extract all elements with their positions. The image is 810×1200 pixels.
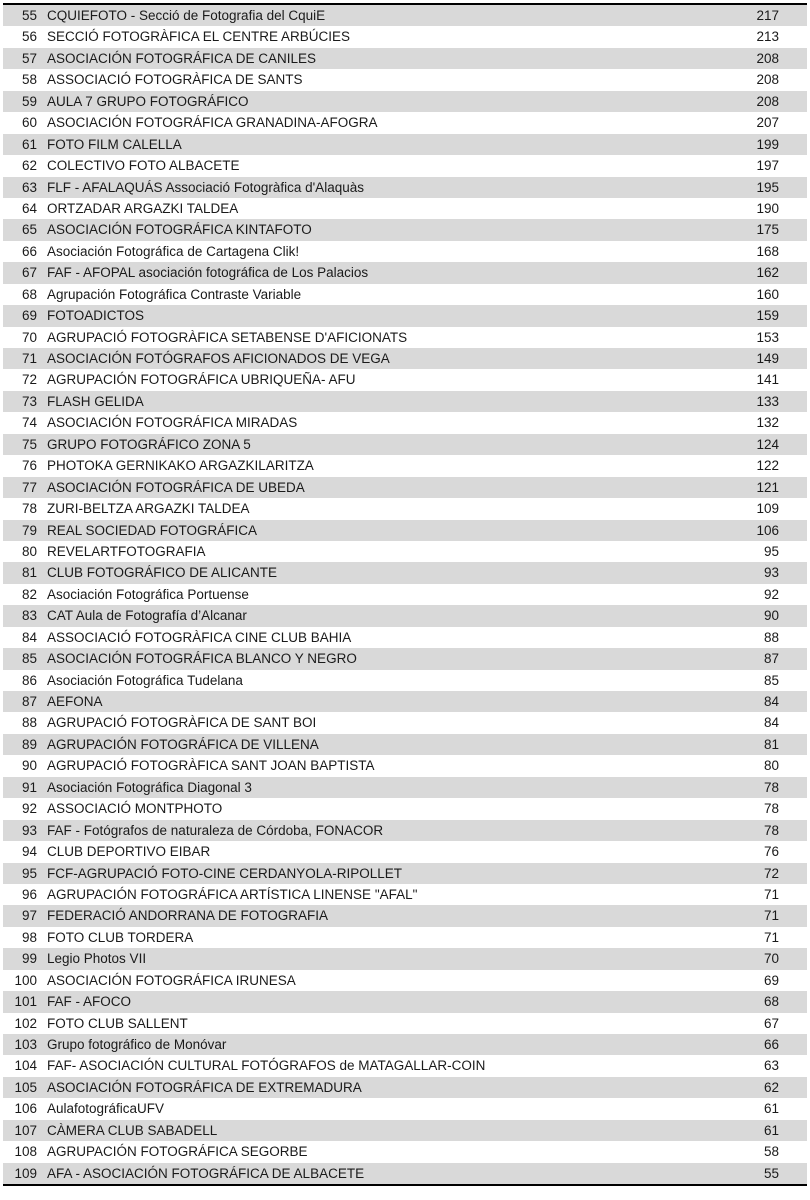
row-score: 61 — [763, 1101, 779, 1117]
row-rank: 55 — [21, 8, 37, 23]
row-score: 197 — [756, 158, 779, 174]
row-rank: 94 — [21, 844, 37, 860]
row-rank: 61 — [21, 136, 37, 152]
table-row — [3, 455, 807, 476]
row-rank: 70 — [21, 329, 37, 345]
row-score: 93 — [763, 565, 779, 581]
table-row — [3, 777, 807, 798]
table-row — [3, 991, 807, 1012]
table-row — [3, 262, 807, 283]
row-score: 106 — [756, 522, 779, 538]
row-rank: 86 — [21, 672, 37, 688]
row-rank: 88 — [21, 715, 37, 731]
row-club-name: ZURI-BELTZA ARGAZKI TALDEA — [47, 501, 250, 517]
table-row — [3, 627, 807, 648]
row-rank: 90 — [21, 758, 37, 774]
row-rank: 56 — [21, 29, 37, 45]
row-club-name: AEFONA — [47, 694, 103, 709]
row-score: 121 — [756, 479, 779, 495]
row-club-name: Agrupación Fotográfica Contraste Variable — [47, 286, 302, 302]
row-rank: 89 — [21, 736, 37, 752]
row-rank: 75 — [21, 436, 37, 452]
row-rank: 79 — [21, 522, 37, 538]
row-club-name: FAF- ASOCIACIÓN CULTURAL FOTÓGRAFOS de MATAGALLAR-COIN — [47, 1058, 486, 1074]
row-rank: 74 — [21, 415, 37, 431]
table-row — [3, 970, 807, 991]
table-row — [3, 670, 807, 691]
row-rank: 71 — [21, 351, 37, 366]
row-club-name: AFA - ASOCIACIÓN FOTOGRÁFICA DE ALBACETE — [47, 1165, 365, 1181]
row-club-name: ASOCIACIÓN FOTOGRÁFICA DE EXTREMADURA — [47, 1079, 362, 1095]
row-rank: 84 — [21, 629, 37, 645]
row-club-name: PHOTOKA GERNIKAKO ARGAZKILARITZA — [47, 458, 314, 474]
row-rank: 76 — [21, 458, 37, 474]
row-score: 62 — [763, 1079, 779, 1095]
row-score: 124 — [756, 436, 779, 452]
row-club-name: AGRUPACIÓ FOTOGRÀFICA SETABENSE D'AFICIONATS — [47, 329, 408, 345]
table-row — [3, 541, 807, 562]
row-score: 122 — [756, 458, 779, 474]
table-row — [3, 1077, 807, 1098]
row-rank: 109 — [14, 1165, 37, 1181]
row-club-name: AGRUPACIÓN FOTOGRÁFICA DE VILLENA — [47, 736, 319, 752]
table-row — [3, 927, 807, 948]
table-row — [3, 219, 807, 240]
table-row — [3, 605, 807, 626]
row-club-name: CLUB DEPORTIVO EIBAR — [47, 844, 211, 860]
row-club-name: REAL SOCIEDAD FOTOGRÁFICA — [47, 522, 258, 538]
row-rank: 63 — [21, 179, 37, 195]
row-club-name: FOTO FILM CALELLA — [47, 136, 182, 152]
row-score: 153 — [756, 329, 779, 345]
row-score: 90 — [763, 608, 779, 624]
row-club-name: REVELARTFOTOGRAFIA — [47, 543, 206, 559]
row-rank: 93 — [21, 822, 37, 838]
row-club-name: AGRUPACIÓ FOTOGRÀFICA DE SANT BOI — [47, 715, 317, 731]
row-rank: 78 — [21, 501, 37, 517]
row-rank: 69 — [21, 308, 37, 324]
row-rank: 91 — [21, 779, 37, 795]
table-row — [3, 305, 807, 326]
row-club-name: AGRUPACIÓN FOTOGRÁFICA SEGORBE — [47, 1144, 308, 1160]
row-score: 70 — [763, 951, 779, 967]
row-score: 67 — [763, 1015, 779, 1031]
table-row — [3, 1013, 807, 1034]
table-row — [3, 691, 807, 712]
row-club-name: GRUPO FOTOGRÁFICO ZONA 5 — [47, 436, 251, 452]
table-row — [3, 820, 807, 841]
row-club-name: AGRUPACIÓN FOTOGRÁFICA UBRIQUEÑA- AFU — [47, 372, 356, 388]
row-score: 63 — [763, 1058, 779, 1074]
row-rank: 105 — [14, 1079, 37, 1095]
row-rank: 62 — [21, 158, 37, 174]
row-club-name: ASOCIACIÓN FOTOGRÁFICA BLANCO Y NEGRO — [47, 651, 357, 667]
row-rank: 66 — [21, 243, 37, 259]
row-rank: 97 — [21, 908, 37, 924]
table-row — [3, 648, 807, 669]
table-row — [3, 1055, 807, 1076]
row-score: 208 — [756, 72, 779, 88]
row-score: 207 — [756, 115, 779, 131]
row-rank: 82 — [21, 586, 37, 602]
row-club-name: CÀMERA CLUB SABADELL — [47, 1122, 218, 1138]
row-rank: 87 — [21, 694, 37, 709]
row-rank: 77 — [21, 479, 37, 495]
table-row — [3, 177, 807, 198]
row-club-name: ASOCIACIÓN FOTOGRÁFICA DE CANILES — [47, 50, 317, 66]
row-rank: 68 — [21, 286, 37, 302]
row-score: 61 — [763, 1122, 779, 1138]
row-club-name: CLUB FOTOGRÁFICO DE ALICANTE — [47, 565, 278, 581]
table-row — [3, 584, 807, 605]
table-row — [3, 1098, 807, 1119]
table-row — [3, 1120, 807, 1141]
row-score: 85 — [763, 672, 779, 688]
row-rank: 104 — [14, 1058, 37, 1074]
row-score: 195 — [756, 179, 779, 195]
table-row — [3, 69, 807, 90]
table-row — [3, 755, 807, 776]
row-club-name: Asociación Fotográfica Diagonal 3 — [47, 779, 252, 795]
table-row — [3, 884, 807, 905]
table-row — [3, 798, 807, 819]
row-score: 58 — [763, 1144, 779, 1160]
row-score: 213 — [756, 29, 779, 45]
table-row — [3, 348, 807, 369]
table-row — [3, 5, 807, 26]
row-club-name: AULA 7 GRUPO FOTOGRÁFICO — [47, 93, 249, 109]
row-club-name: ASOCIACIÓN FOTOGRÁFICA KINTAFOTO — [47, 222, 312, 238]
row-club-name: ASOCIACIÓN FOTOGRÁFICA DE UBEDA — [47, 479, 305, 495]
row-club-name: Asociación Fotográfica Portuense — [47, 586, 249, 602]
row-club-name: FOTO CLUB SALLENT — [47, 1015, 188, 1031]
row-rank: 108 — [14, 1144, 37, 1160]
row-score: 217 — [756, 8, 779, 23]
row-score: 76 — [763, 844, 779, 860]
row-score: 175 — [756, 222, 779, 238]
row-club-name: FLF - AFALAQUÁS Associació Fotogràfica d'Alaquàs — [47, 179, 364, 195]
row-score: 168 — [756, 243, 779, 259]
row-score: 208 — [756, 93, 779, 109]
table-row — [3, 863, 807, 884]
table-row — [3, 91, 807, 112]
table-row — [3, 734, 807, 755]
row-score: 208 — [756, 50, 779, 66]
row-score: 81 — [763, 736, 779, 752]
table-row — [3, 112, 807, 133]
row-rank: 98 — [21, 929, 37, 945]
row-club-name: Legio Photos VII — [47, 951, 147, 967]
row-club-name: AulafotográficaUFV — [47, 1101, 165, 1117]
table-row — [3, 134, 807, 155]
row-rank: 99 — [21, 951, 37, 967]
row-club-name: CQUIEFOTO - Secció de Fotografia del CquiE — [47, 8, 326, 23]
row-score: 68 — [763, 994, 779, 1010]
row-score: 78 — [763, 801, 779, 817]
table-row — [3, 477, 807, 498]
row-score: 84 — [763, 694, 779, 709]
row-club-name: ASSOCIACIÓ FOTOGRÀFICA CINE CLUB BAHIA — [47, 629, 352, 645]
table-row — [3, 948, 807, 969]
row-rank: 80 — [21, 543, 37, 559]
table-row — [3, 562, 807, 583]
row-rank: 92 — [21, 801, 37, 817]
table-row — [3, 26, 807, 47]
row-club-name: FLASH GELIDA — [47, 393, 144, 409]
row-score: 162 — [756, 265, 779, 281]
row-score: 78 — [763, 779, 779, 795]
row-rank: 100 — [14, 972, 37, 988]
row-club-name: FEDERACIÓ ANDORRANA DE FOTOGRAFIA — [47, 908, 329, 924]
table-row — [3, 284, 807, 305]
row-rank: 72 — [21, 372, 37, 388]
row-club-name: ASOCIACIÓN FOTÓGRAFOS AFICIONADOS DE VEGA — [47, 351, 390, 366]
row-club-name: AGRUPACIÓN FOTOGRÁFICA ARTÍSTICA LINENSE "AFAL" — [47, 886, 418, 902]
row-score: 71 — [763, 908, 779, 924]
row-club-name: AGRUPACIÓ FOTOGRÀFICA SANT JOAN BAPTISTA — [47, 758, 375, 774]
photo-club-ranking-table — [3, 3, 807, 1186]
table-row — [3, 905, 807, 926]
table-row — [3, 1141, 807, 1162]
row-rank: 95 — [21, 865, 37, 881]
table-row — [3, 498, 807, 519]
row-club-name: ASOCIACIÓN FOTOGRÁFICA MIRADAS — [47, 415, 298, 431]
table-row — [3, 155, 807, 176]
row-rank: 60 — [21, 115, 37, 131]
row-club-name: ASOCIACIÓN FOTOGRÁFICA IRUNESA — [47, 972, 296, 988]
row-score: 78 — [763, 822, 779, 838]
row-score: 87 — [763, 651, 779, 667]
row-club-name: FOTOADICTOS — [47, 308, 145, 324]
table-row — [3, 1163, 807, 1184]
row-score: 109 — [756, 501, 779, 517]
row-score: 71 — [763, 929, 779, 945]
row-rank: 59 — [21, 93, 37, 109]
row-score: 95 — [763, 543, 779, 559]
row-club-name: FCF-AGRUPACIÓ FOTO-CINE CERDANYOLA-RIPOLLET — [47, 865, 403, 881]
row-rank: 106 — [14, 1101, 37, 1117]
row-score: 159 — [756, 308, 779, 324]
row-rank: 73 — [21, 393, 37, 409]
row-rank: 65 — [21, 222, 37, 238]
row-club-name: SECCIÓ FOTOGRÀFICA EL CENTRE ARBÚCIES — [47, 29, 351, 45]
row-club-name: FAF - AFOPAL asociación fotográfica de Los Palacios — [47, 265, 369, 281]
table-row — [3, 369, 807, 390]
table-row — [3, 520, 807, 541]
row-club-name: CAT Aula de Fotografía d’Alcanar — [47, 608, 247, 624]
table-row — [3, 198, 807, 219]
row-score: 72 — [763, 865, 779, 881]
row-rank: 102 — [14, 1015, 37, 1031]
row-rank: 67 — [21, 265, 37, 281]
row-rank: 83 — [21, 608, 37, 624]
table-row — [3, 391, 807, 412]
row-rank: 57 — [21, 50, 37, 66]
row-club-name: FAF - AFOCO — [47, 994, 132, 1010]
row-club-name: Asociación Fotográfica de Cartagena Clik! — [47, 243, 300, 259]
row-rank: 103 — [14, 1037, 37, 1052]
row-rank: 107 — [14, 1122, 37, 1138]
row-club-name: FAF - Fotógrafos de naturaleza de Córdoba, FONACOR — [47, 822, 384, 838]
table-row — [3, 241, 807, 262]
row-rank: 101 — [14, 994, 37, 1010]
row-club-name: FOTO CLUB TORDERA — [47, 929, 194, 945]
row-score: 133 — [756, 393, 779, 409]
table-row — [3, 1034, 807, 1055]
row-score: 160 — [756, 286, 779, 302]
row-score: 55 — [763, 1165, 779, 1181]
table-row — [3, 412, 807, 433]
row-score: 199 — [756, 136, 779, 152]
row-club-name: ASSOCIACIÓ MONTPHOTO — [47, 801, 223, 817]
row-score: 141 — [756, 372, 779, 388]
row-score: 132 — [756, 415, 779, 431]
row-score: 88 — [763, 629, 779, 645]
row-rank: 64 — [21, 200, 37, 216]
row-score: 66 — [763, 1037, 779, 1052]
row-score: 84 — [763, 715, 779, 731]
table-row — [3, 327, 807, 348]
row-club-name: COLECTIVO FOTO ALBACETE — [47, 158, 240, 174]
table-row — [3, 434, 807, 455]
row-club-name: ASOCIACIÓN FOTOGRÁFICA GRANADINA-AFOGRA — [47, 115, 378, 131]
table-row — [3, 841, 807, 862]
row-score: 80 — [763, 758, 779, 774]
row-rank: 81 — [21, 565, 37, 581]
row-club-name: Asociación Fotográfica Tudelana — [47, 672, 243, 688]
row-club-name: ORTZADAR ARGAZKI TALDEA — [47, 200, 239, 216]
row-rank: 58 — [21, 72, 37, 88]
table-row — [3, 712, 807, 733]
row-score: 149 — [756, 351, 779, 366]
row-score: 71 — [763, 886, 779, 902]
row-score: 190 — [756, 200, 779, 216]
row-rank: 85 — [21, 651, 37, 667]
row-rank: 96 — [21, 886, 37, 902]
row-score: 69 — [763, 972, 779, 988]
row-club-name: ASSOCIACIÓ FOTOGRÀFICA DE SANTS — [47, 72, 303, 88]
table-row — [3, 48, 807, 69]
row-club-name: Grupo fotográfico de Monóvar — [47, 1037, 227, 1052]
row-score: 92 — [763, 586, 779, 602]
